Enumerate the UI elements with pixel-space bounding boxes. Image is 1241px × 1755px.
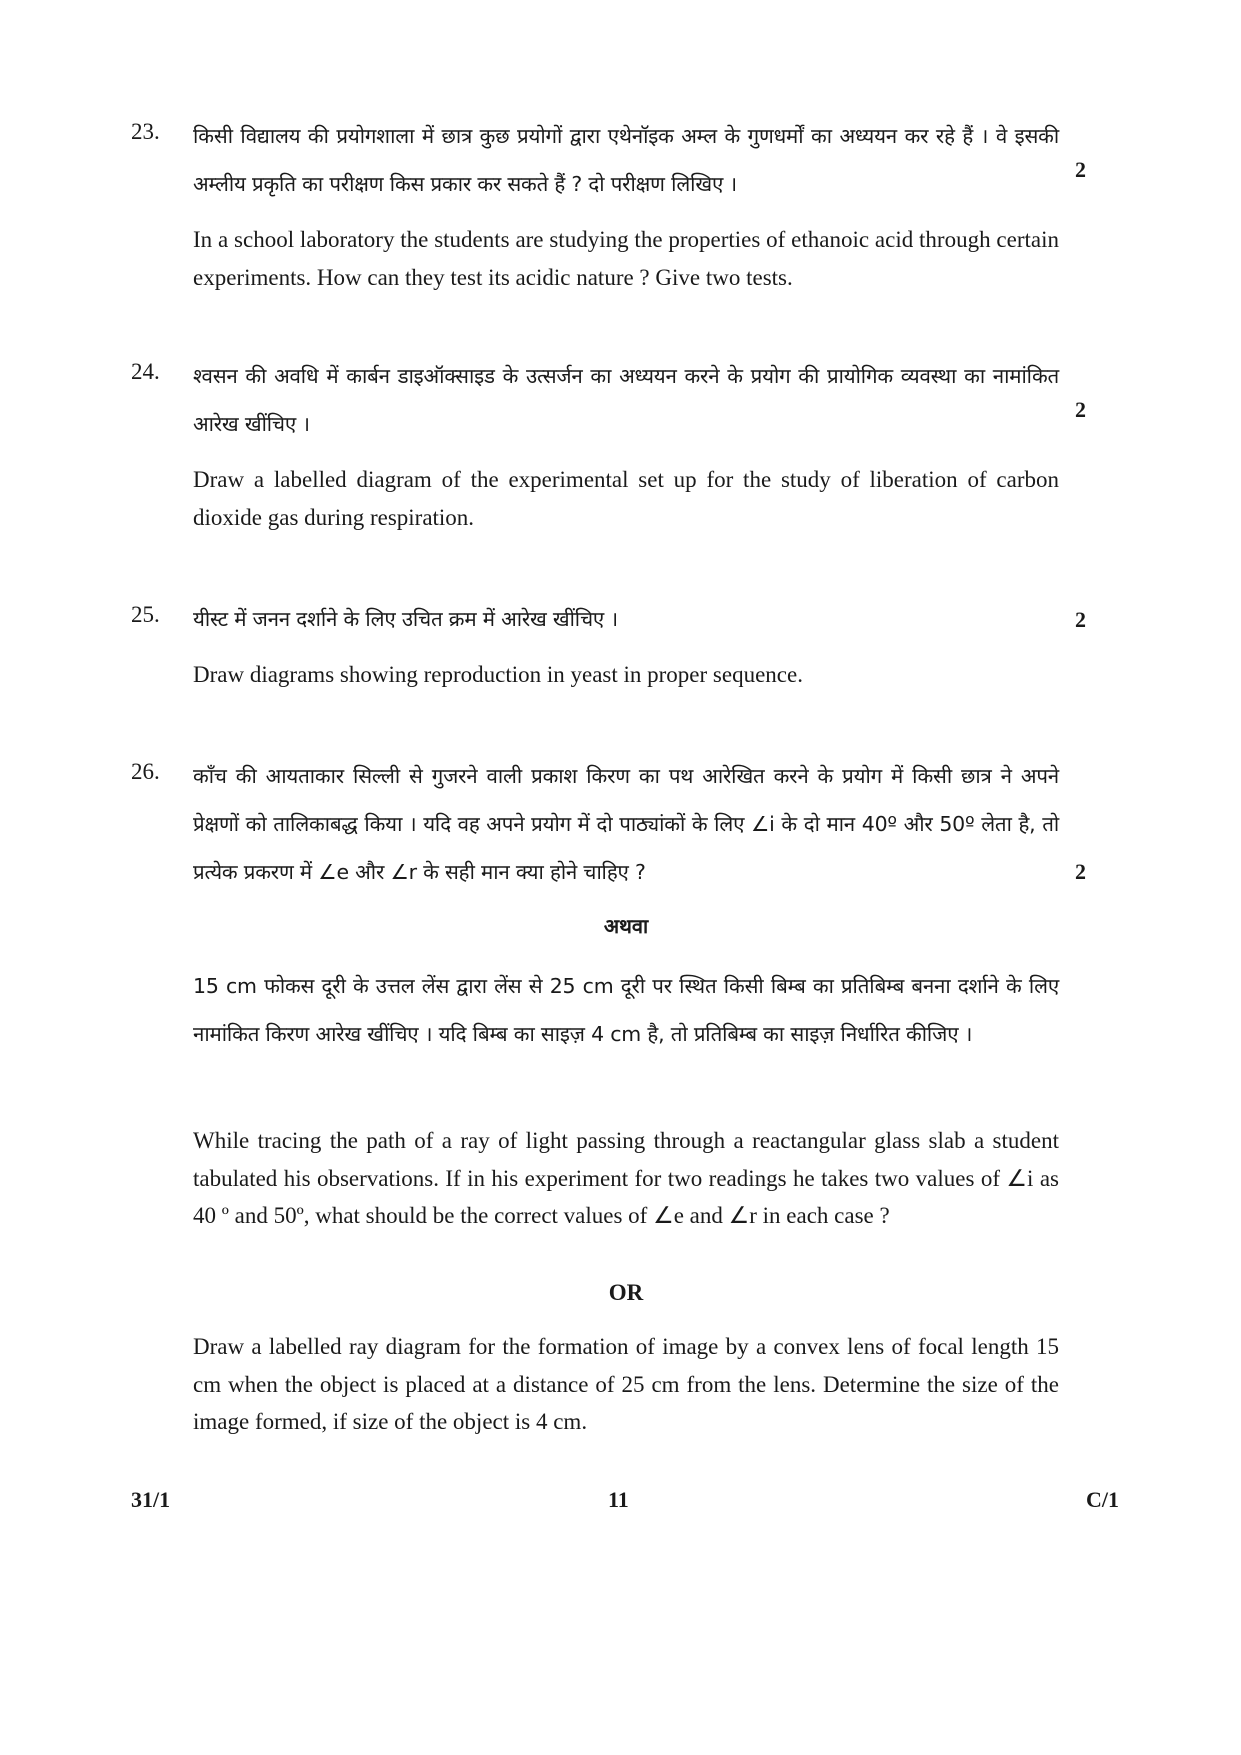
marks: 2: [1075, 157, 1086, 182]
marks: 2: [1075, 607, 1086, 632]
question-text-english: In a school laboratory the students are studying the properties of ethanoic acid through certain experiments. How can they test its acidic nature ? Give two tests.: [193, 227, 1059, 290]
question-text-hindi: किसी विद्यालय की प्रयोगशाला में छात्र कुछ प्रयोगों द्वारा एथेनॉइक अम्ल के गुणधर्मों का अध्ययन कर रहे हैं । वे इसकी अम्लीय प्रकृति का परीक्षण किस प्रकार कर सकते हैं ? दो परीक्षण लिखिए ।: [193, 124, 1059, 196]
alternative-question-hindi: 15 cm फोकस दूरी के उत्तल लेंस द्वारा लेंस से 25 cm दूरी पर स्थित किसी बिम्ब का प्रतिबिम्ब बनना दर्शाने के लिए नामांकित किरण आरेख खींचिए । यदि बिम्ब का साइज़ 4 cm है, तो प्रतिबिम्ब का साइज़ निर्धारित कीजिए ।: [193, 974, 1059, 1046]
question-text-english: While tracing the path of a ray of light passing through a reactangular glass slab a student tabulated his observations. If in his experiment for two readings he takes two values of ∠i as 40 º and 50º, what should be the correct values of ∠e and ∠r in each case ?: [193, 1128, 1059, 1228]
question-number: 26.: [131, 759, 160, 784]
alternative-question-english: Draw a labelled ray diagram for the formation of image by a convex lens of focal length 15 cm when the object is placed at a distance of 25 cm from the lens. Determine the size of the image formed, if size of the object is 4 cm.: [193, 1334, 1059, 1434]
or-divider-english: OR: [608, 1280, 644, 1305]
question-number: 23.: [131, 119, 160, 144]
marks: 2: [1075, 397, 1086, 422]
set-code: C/1: [1086, 1487, 1119, 1512]
question-text-english: Draw a labelled diagram of the experimental set up for the study of liberation of carbon dioxide gas during respiration.: [193, 467, 1059, 530]
question-number: 24.: [131, 359, 160, 384]
question-text-hindi: यीस्ट में जनन दर्शाने के लिए उचित क्रम में आरेख खींचिए ।: [193, 607, 618, 631]
marks: 2: [1075, 859, 1086, 884]
paper-code: 31/1: [131, 1487, 171, 1512]
question-text-hindi: श्वसन की अवधि में कार्बन डाइऑक्साइड के उत्सर्जन का अध्ययन करने के प्रयोग की प्रायोगिक व्यवस्था का नामांकित आरेख खींचिए ।: [193, 364, 1059, 436]
question-text-hindi: काँच की आयताकार सिल्ली से गुजरने वाली प्रकाश किरण का पथ आरेखित करने के प्रयोग में किसी छात्र ने अपने प्रेक्षणों को तालिकाबद्ध किया । यदि वह अपने प्रयोग में दो पाठ्यांकों के लिए ∠i के दो मान 40º और 50º लेता है, तो प्रत्येक प्रकरण में ∠e और ∠r के सही मान क्या होने चाहिए ?: [193, 764, 1059, 884]
question-number: 25.: [131, 602, 160, 627]
or-divider-hindi: अथवा: [603, 914, 649, 938]
question-text-english: Draw diagrams showing reproduction in yeast in proper sequence.: [193, 662, 803, 687]
page-number: 11: [608, 1487, 629, 1512]
